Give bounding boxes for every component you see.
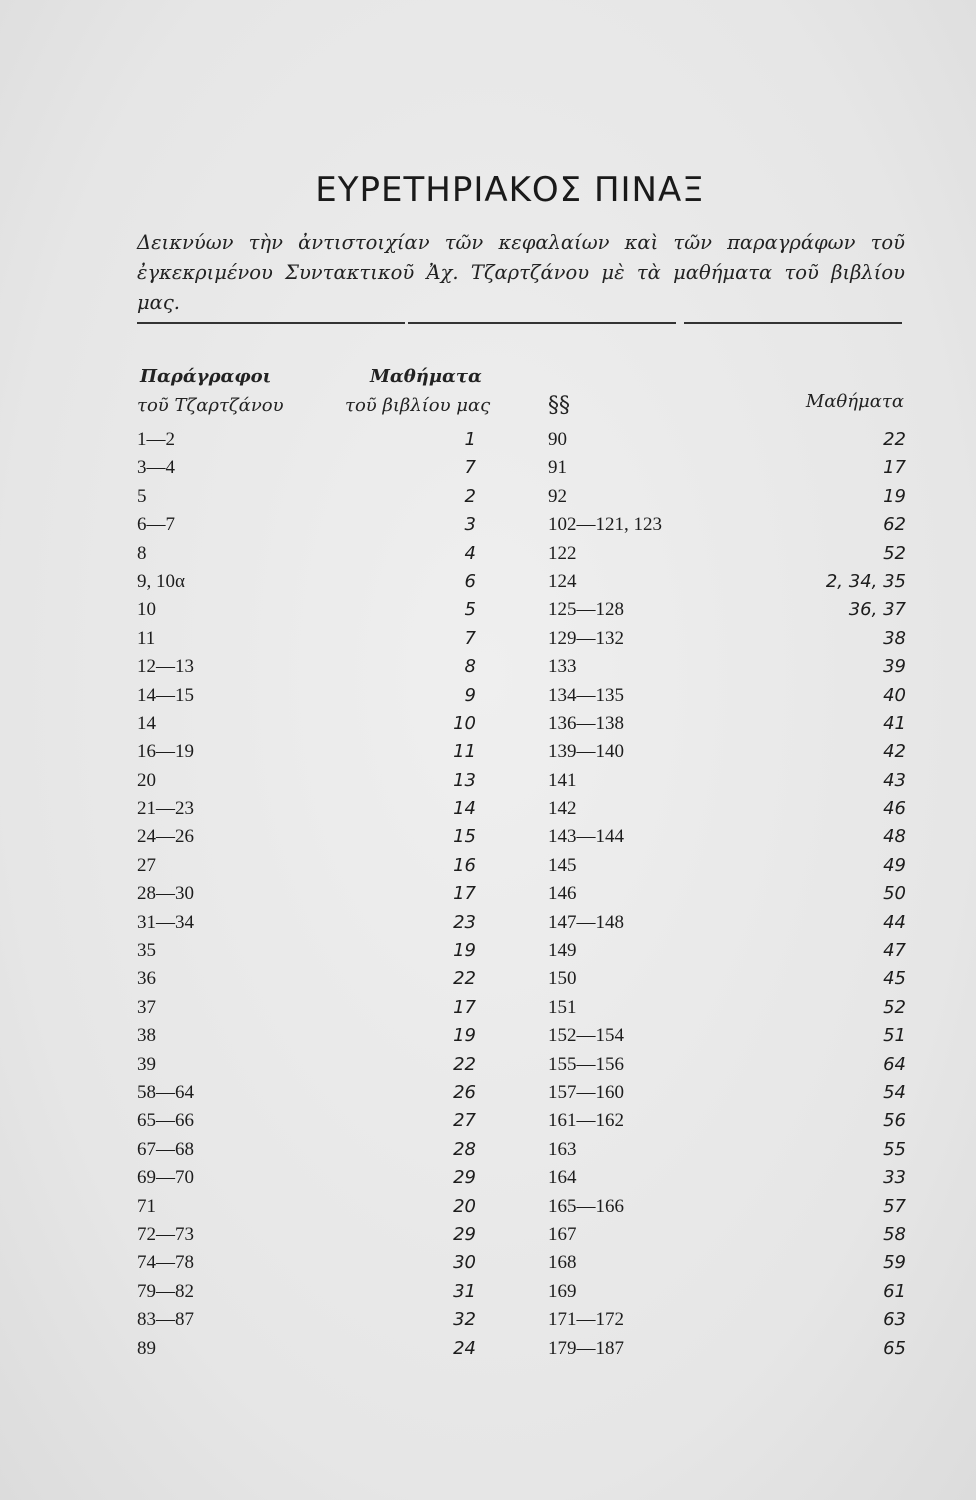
lesson-right-cell: 19 bbox=[883, 485, 906, 507]
header-sections: §§ bbox=[548, 393, 570, 418]
section-cell: 124 bbox=[548, 570, 577, 592]
section-cell: 133 bbox=[548, 656, 577, 678]
header-lessons-line2: τοῦ βιβλίου μας bbox=[345, 395, 491, 416]
lesson-cell: 7 bbox=[464, 457, 476, 479]
section-cell: 143—144 bbox=[548, 826, 624, 848]
table-row bbox=[0, 483, 976, 511]
table-row bbox=[0, 1022, 976, 1050]
lesson-right-cell: 47 bbox=[883, 940, 906, 962]
section-cell: 163 bbox=[548, 1138, 577, 1160]
paragraph-cell: 8 bbox=[137, 542, 147, 564]
lesson-right-cell: 64 bbox=[883, 1053, 906, 1075]
section-cell: 136—138 bbox=[548, 712, 624, 734]
paragraph-cell: 9, 10α bbox=[137, 570, 185, 592]
table-row bbox=[0, 1221, 976, 1249]
lesson-right-cell: 54 bbox=[883, 1081, 906, 1103]
table-row bbox=[0, 738, 976, 766]
section-cell: 155—156 bbox=[548, 1053, 624, 1075]
lesson-cell: 29 bbox=[453, 1167, 476, 1189]
table-row bbox=[0, 1193, 976, 1221]
paragraph-cell: 71 bbox=[137, 1195, 156, 1217]
lesson-cell: 31 bbox=[453, 1280, 476, 1302]
paragraph-cell: 72—73 bbox=[137, 1223, 194, 1245]
table-row bbox=[0, 937, 976, 965]
lesson-cell: 20 bbox=[453, 1195, 476, 1217]
paragraph-cell: 12—13 bbox=[137, 656, 194, 678]
section-cell: 129—132 bbox=[548, 627, 624, 649]
lesson-cell: 28 bbox=[453, 1138, 476, 1160]
section-cell: 168 bbox=[548, 1252, 577, 1274]
header-paragraphs-line2: τοῦ Τζαρτζάνου bbox=[137, 395, 284, 416]
section-cell: 171—172 bbox=[548, 1309, 624, 1331]
section-cell: 142 bbox=[548, 798, 577, 820]
table-row bbox=[0, 568, 976, 596]
paragraph-cell: 3—4 bbox=[137, 457, 175, 479]
lesson-cell: 15 bbox=[453, 826, 476, 848]
paragraph-cell: 27 bbox=[137, 854, 156, 876]
section-cell: 90 bbox=[548, 429, 567, 450]
lesson-right-cell: 52 bbox=[883, 996, 906, 1018]
section-cell: 152—154 bbox=[548, 1025, 624, 1047]
lesson-right-cell: 46 bbox=[883, 798, 906, 820]
lesson-right-cell: 43 bbox=[883, 769, 906, 791]
paragraph-cell: 1—2 bbox=[137, 429, 175, 450]
lesson-right-cell: 41 bbox=[883, 712, 906, 734]
section-cell: 146 bbox=[548, 883, 577, 905]
lesson-right-cell: 45 bbox=[883, 968, 906, 990]
section-cell: 145 bbox=[548, 854, 577, 876]
lesson-cell: 4 bbox=[464, 542, 476, 564]
paragraph-cell: 67—68 bbox=[137, 1138, 194, 1160]
divider-rule bbox=[684, 322, 902, 324]
lesson-cell: 2 bbox=[464, 485, 476, 507]
section-cell: 102—121, 123 bbox=[548, 514, 662, 536]
table-row bbox=[0, 1107, 976, 1135]
table-row bbox=[0, 1136, 976, 1164]
table-row bbox=[0, 1249, 976, 1277]
paragraph-cell: 89 bbox=[137, 1337, 156, 1359]
lesson-cell: 19 bbox=[453, 1025, 476, 1047]
paragraph-cell: 28—30 bbox=[137, 883, 194, 905]
lesson-right-cell: 63 bbox=[883, 1309, 906, 1331]
lesson-cell: 24 bbox=[453, 1337, 476, 1359]
lesson-right-cell: 33 bbox=[883, 1167, 906, 1189]
lesson-cell: 13 bbox=[453, 769, 476, 791]
paragraph-cell: 16—19 bbox=[137, 741, 194, 763]
table-row bbox=[0, 823, 976, 851]
lesson-cell: 10 bbox=[453, 712, 476, 734]
section-cell: 150 bbox=[548, 968, 577, 990]
table-row bbox=[0, 880, 976, 908]
section-cell: 139—140 bbox=[548, 741, 624, 763]
header-lessons-line1: Μαθήματα bbox=[370, 366, 482, 387]
lesson-cell: 14 bbox=[453, 798, 476, 820]
lesson-right-cell: 52 bbox=[883, 542, 906, 564]
divider-rule bbox=[137, 322, 405, 324]
lesson-cell: 32 bbox=[453, 1309, 476, 1331]
paragraph-cell: 74—78 bbox=[137, 1252, 194, 1274]
paragraph-cell: 37 bbox=[137, 996, 156, 1018]
lesson-cell: 22 bbox=[453, 1053, 476, 1075]
lesson-right-cell: 61 bbox=[883, 1280, 906, 1302]
lesson-cell: 1 bbox=[464, 429, 476, 450]
lesson-right-cell: 17 bbox=[883, 457, 906, 479]
lesson-cell: 29 bbox=[453, 1223, 476, 1245]
table-row bbox=[0, 625, 976, 653]
section-cell: 125—128 bbox=[548, 599, 624, 621]
table-row bbox=[0, 1051, 976, 1079]
paragraph-cell: 69—70 bbox=[137, 1167, 194, 1189]
lesson-right-cell: 58 bbox=[883, 1223, 906, 1245]
lesson-cell: 5 bbox=[464, 599, 476, 621]
lesson-cell: 8 bbox=[464, 656, 476, 678]
table-row bbox=[0, 682, 976, 710]
lesson-right-cell: 51 bbox=[883, 1025, 906, 1047]
paragraph-cell: 24—26 bbox=[137, 826, 194, 848]
paragraph-cell: 14 bbox=[137, 712, 156, 734]
lesson-cell: 22 bbox=[453, 968, 476, 990]
paragraph-cell: 83—87 bbox=[137, 1309, 194, 1331]
table-row bbox=[0, 795, 976, 823]
section-cell: 134—135 bbox=[548, 684, 624, 706]
table-row bbox=[0, 710, 976, 738]
paragraph-cell: 14—15 bbox=[137, 684, 194, 706]
lesson-right-cell: 62 bbox=[883, 514, 906, 536]
subtitle: Δεικνύων τὴν ἀντιστοιχίαν τῶν κεφαλαίων καὶ τῶν παραγράφων τοῦ ἐγκεκριμένου Συντακτικοῦ Ἀχ. Τζαρτζάνου μὲ τὰ μαθήματα τοῦ βιβλίου μας. bbox=[137, 231, 905, 314]
section-cell: 179—187 bbox=[548, 1337, 624, 1359]
table-row bbox=[0, 1164, 976, 1192]
paragraph-cell: 11 bbox=[137, 627, 156, 649]
paragraph-cell: 5 bbox=[137, 485, 147, 507]
table-row bbox=[0, 511, 976, 539]
lesson-cell: 30 bbox=[453, 1252, 476, 1274]
lesson-cell: 27 bbox=[453, 1110, 476, 1132]
lesson-cell: 7 bbox=[464, 627, 476, 649]
lesson-cell: 26 bbox=[453, 1081, 476, 1103]
lesson-right-cell: 36, 37 bbox=[848, 599, 906, 621]
lesson-cell: 23 bbox=[453, 911, 476, 933]
index-table bbox=[0, 426, 976, 1363]
section-cell: 122 bbox=[548, 542, 577, 564]
page-title: ΕΥΡΕΤΗΡΙΑΚΟΣ ΠΙΝΑΞ bbox=[315, 170, 705, 210]
lesson-right-cell: 44 bbox=[883, 911, 906, 933]
lesson-right-cell: 49 bbox=[883, 854, 906, 876]
section-cell: 169 bbox=[548, 1280, 577, 1302]
table-row bbox=[0, 1079, 976, 1107]
table-row bbox=[0, 909, 976, 937]
table-row bbox=[0, 653, 976, 681]
lesson-right-cell: 22 bbox=[883, 429, 906, 450]
lesson-right-cell: 2, 34, 35 bbox=[825, 570, 906, 592]
paragraph-cell: 39 bbox=[137, 1053, 156, 1075]
lesson-right-cell: 59 bbox=[883, 1252, 906, 1274]
section-cell: 147—148 bbox=[548, 911, 624, 933]
table-row bbox=[0, 767, 976, 795]
table-row bbox=[0, 1335, 976, 1363]
divider-rule bbox=[408, 322, 676, 324]
table-row bbox=[0, 1278, 976, 1306]
lesson-cell: 16 bbox=[453, 854, 476, 876]
section-cell: 151 bbox=[548, 996, 577, 1018]
header-lessons-right: Μαθήματα bbox=[805, 391, 904, 412]
table-row bbox=[0, 1306, 976, 1334]
lesson-right-cell: 39 bbox=[883, 656, 906, 678]
paragraph-cell: 65—66 bbox=[137, 1110, 194, 1132]
lesson-right-cell: 56 bbox=[883, 1110, 906, 1132]
paragraph-cell: 6—7 bbox=[137, 514, 175, 536]
paragraph-cell: 10 bbox=[137, 599, 156, 621]
lesson-cell: 6 bbox=[464, 570, 476, 592]
paragraph-cell: 31—34 bbox=[137, 911, 194, 933]
table-row bbox=[0, 852, 976, 880]
section-cell: 157—160 bbox=[548, 1081, 624, 1103]
paragraph-cell: 79—82 bbox=[137, 1280, 194, 1302]
paragraph-cell: 36 bbox=[137, 968, 156, 990]
paragraph-cell: 38 bbox=[137, 1025, 156, 1047]
table-row bbox=[0, 596, 976, 624]
lesson-right-cell: 40 bbox=[883, 684, 906, 706]
section-cell: 165—166 bbox=[548, 1195, 624, 1217]
paragraph-cell: 58—64 bbox=[137, 1081, 194, 1103]
lesson-right-cell: 65 bbox=[883, 1337, 906, 1359]
table-row bbox=[0, 965, 976, 993]
lesson-right-cell: 50 bbox=[883, 883, 906, 905]
section-cell: 91 bbox=[548, 457, 567, 479]
paragraph-cell: 20 bbox=[137, 769, 156, 791]
lesson-right-cell: 55 bbox=[883, 1138, 906, 1160]
lesson-right-cell: 42 bbox=[883, 741, 906, 763]
lesson-cell: 17 bbox=[453, 996, 476, 1018]
lesson-cell: 17 bbox=[453, 883, 476, 905]
paragraph-cell: 21—23 bbox=[137, 798, 194, 820]
paragraph-cell: 35 bbox=[137, 940, 156, 962]
table-row bbox=[0, 426, 976, 454]
section-cell: 161—162 bbox=[548, 1110, 624, 1132]
table-row bbox=[0, 540, 976, 568]
table-row bbox=[0, 994, 976, 1022]
lesson-cell: 9 bbox=[464, 684, 476, 706]
lesson-cell: 19 bbox=[453, 940, 476, 962]
table-row bbox=[0, 454, 976, 482]
section-cell: 141 bbox=[548, 769, 577, 791]
lesson-cell: 3 bbox=[464, 514, 476, 536]
lesson-right-cell: 38 bbox=[883, 627, 906, 649]
section-cell: 164 bbox=[548, 1167, 577, 1189]
section-cell: 92 bbox=[548, 485, 567, 507]
section-cell: 149 bbox=[548, 940, 577, 962]
lesson-right-cell: 48 bbox=[883, 826, 906, 848]
lesson-right-cell: 57 bbox=[883, 1195, 906, 1217]
header-paragraphs-line1: Παράγραφοι bbox=[140, 366, 272, 387]
lesson-cell: 11 bbox=[453, 741, 476, 763]
section-cell: 167 bbox=[548, 1223, 577, 1245]
